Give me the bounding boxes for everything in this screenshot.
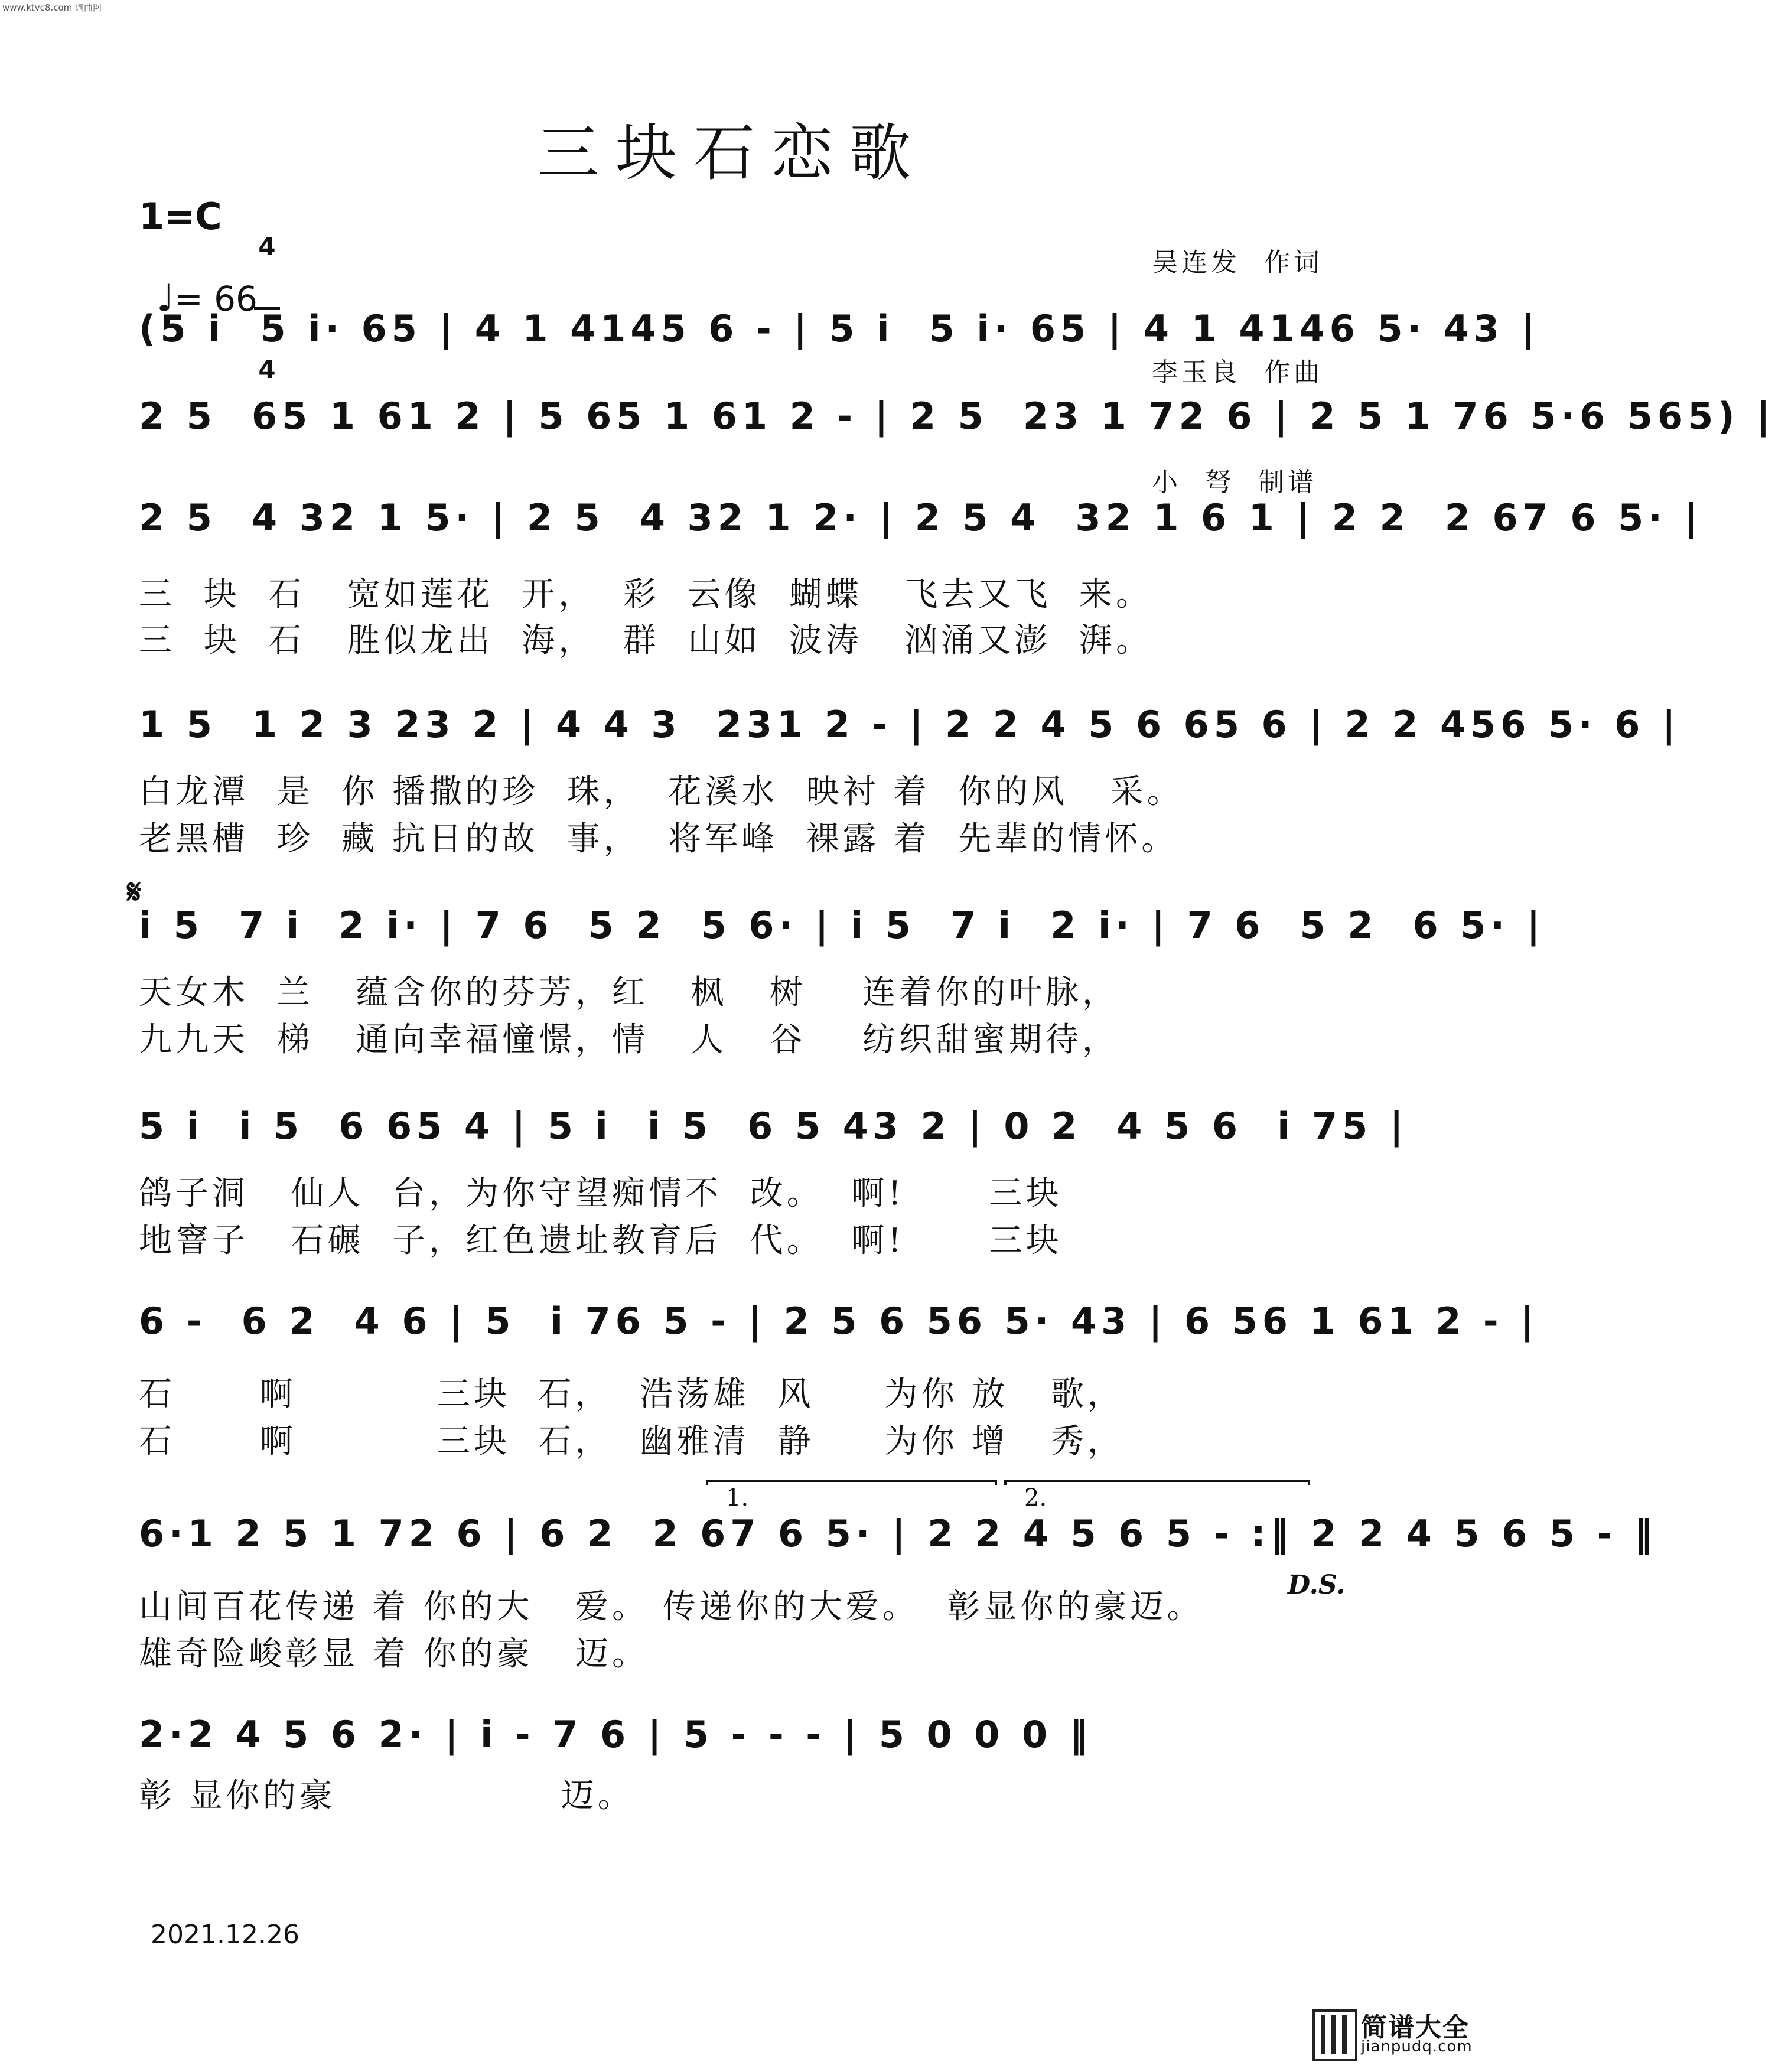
lyric-line: 九九天 梯 通向幸福憧憬，情 人 谷 纺织甜蜜期待，: [139, 1021, 1119, 1059]
lyric-line: 石 啊 三块 石， 幽雅清 静 为你 增 秀，: [139, 1422, 1124, 1461]
piano-keys-icon: [1312, 2009, 1357, 2061]
lyric-line: 白龙潭 是 你 播撒的珍 珠， 花溪水 映衬 着 你的风 采。: [139, 773, 1184, 811]
site-logo: [1312, 2005, 1473, 2061]
lyric-line: 彰 显你的豪 迈。: [139, 1777, 634, 1815]
time-signature: [254, 188, 280, 405]
lyric-line: 雄奇险峻彰显 着 你的豪 迈。: [139, 1635, 649, 1673]
music-line: 1 5 1 2 3 23 2 | 4 4 3 231 2 - | 2 2 4 5 6 65 6 | 2 2 456 5· 6 |: [139, 703, 1680, 746]
music-line: 6·1 2 5 1 72 6 | 6 2 2 67 6 5· | 2 2 4 5 6 5 - :‖ 2 2 4 5 6 5 - ‖: [139, 1512, 1657, 1555]
lyric-line: 山间百花传递 着 你的大 爱。 传递你的大爱。 彰显你的豪迈。: [139, 1588, 1204, 1626]
music-line: 2 5 65 1 61 2 | 5 65 1 61 2 - | 2 5 23 1 72 6 | 2 5 1 76 5·6 565) |: [139, 395, 1775, 438]
dal-segno-mark: D.S.: [1288, 1570, 1346, 1600]
lyric-line: 三 块 石 宽如莲花 开， 彩 云像 蝴蝶 飞去又飞 来。: [139, 575, 1153, 614]
logo-sub-text: jianpudq.com: [1361, 2038, 1473, 2055]
second-ending-label: 2.: [1024, 1484, 1047, 1511]
logo-main-text: 简谱大全: [1361, 2012, 1470, 2042]
lyric-line: 老黑槽 珍 藏 抗日的故 事， 将军峰 裸露 着 先辈的情怀。: [139, 820, 1178, 858]
transcriber-credit: 小 弩 制谱: [1152, 467, 1317, 497]
music-line: i 5 7 i 2 i· | 7 6 5 2 5 6· | i 5 7 i 2 i· | 7 6 5 2 6 5· |: [139, 904, 1545, 947]
first-ending-bracket: [706, 1480, 997, 1511]
quarter-note-icon: ♩: [156, 276, 175, 320]
music-line: 5 i i 5 6 65 4 | 5 i i 5 6 5 43 2 | 0 2 4 5 6 i 75 |: [139, 1105, 1408, 1148]
lyric-line: 地窨子 石碾 子，红色遗址教育后 代。 啊! 三块: [139, 1221, 1063, 1260]
time-signature-bottom: 4: [258, 355, 276, 384]
tempo-value: = 66: [174, 279, 258, 319]
first-ending-label: 1.: [726, 1484, 749, 1511]
second-ending-bracket: [1004, 1480, 1310, 1511]
key-signature: 1=C: [139, 195, 222, 238]
watermark-text: www.ktvc8.com 词曲网: [2, 2, 102, 13]
segno-sign: 𝄋: [127, 873, 142, 911]
song-title: 三块石恋歌: [537, 117, 927, 189]
lyricist-credit: 吴连发 作词: [1152, 247, 1323, 278]
music-line: 2·2 4 5 6 2· | i - 7 6 | 5 - - - | 5 0 0 0 ‖: [139, 1713, 1093, 1756]
lyric-line: 三 块 石 胜似龙出 海， 群 山如 波涛 汹涌又澎 湃。: [139, 621, 1153, 660]
time-signature-top: 4: [258, 232, 276, 261]
music-line: 2 5 4 32 1 5· | 2 5 4 32 1 2· | 2 5 4 32 1 6 1 | 2 2 2 67 6 5· |: [139, 496, 1703, 539]
music-line: (5 i 5 i· 65 | 4 1 4145 6 - | 5 i 5 i· 65 | 4 1 4146 5· 43 |: [139, 307, 1540, 350]
lyric-line: 石 啊 三块 石， 浩荡雄 风 为你 放 歌，: [139, 1375, 1124, 1413]
lyric-line: 天女木 兰 蕴含你的芬芳，红 枫 树 连着你的叶脉，: [139, 973, 1119, 1012]
composer-credit: 李玉良 作曲: [1152, 357, 1323, 387]
date-text: 2021.12.26: [151, 1920, 299, 1950]
music-line: 6 - 6 2 4 6 | 5 i 76 5 - | 2 5 6 56 5· 43 | 6 56 1 61 2 - |: [139, 1299, 1539, 1343]
lyric-line: 鸽子洞 仙人 台，为你守望痴情不 改。 啊! 三块: [139, 1174, 1063, 1213]
